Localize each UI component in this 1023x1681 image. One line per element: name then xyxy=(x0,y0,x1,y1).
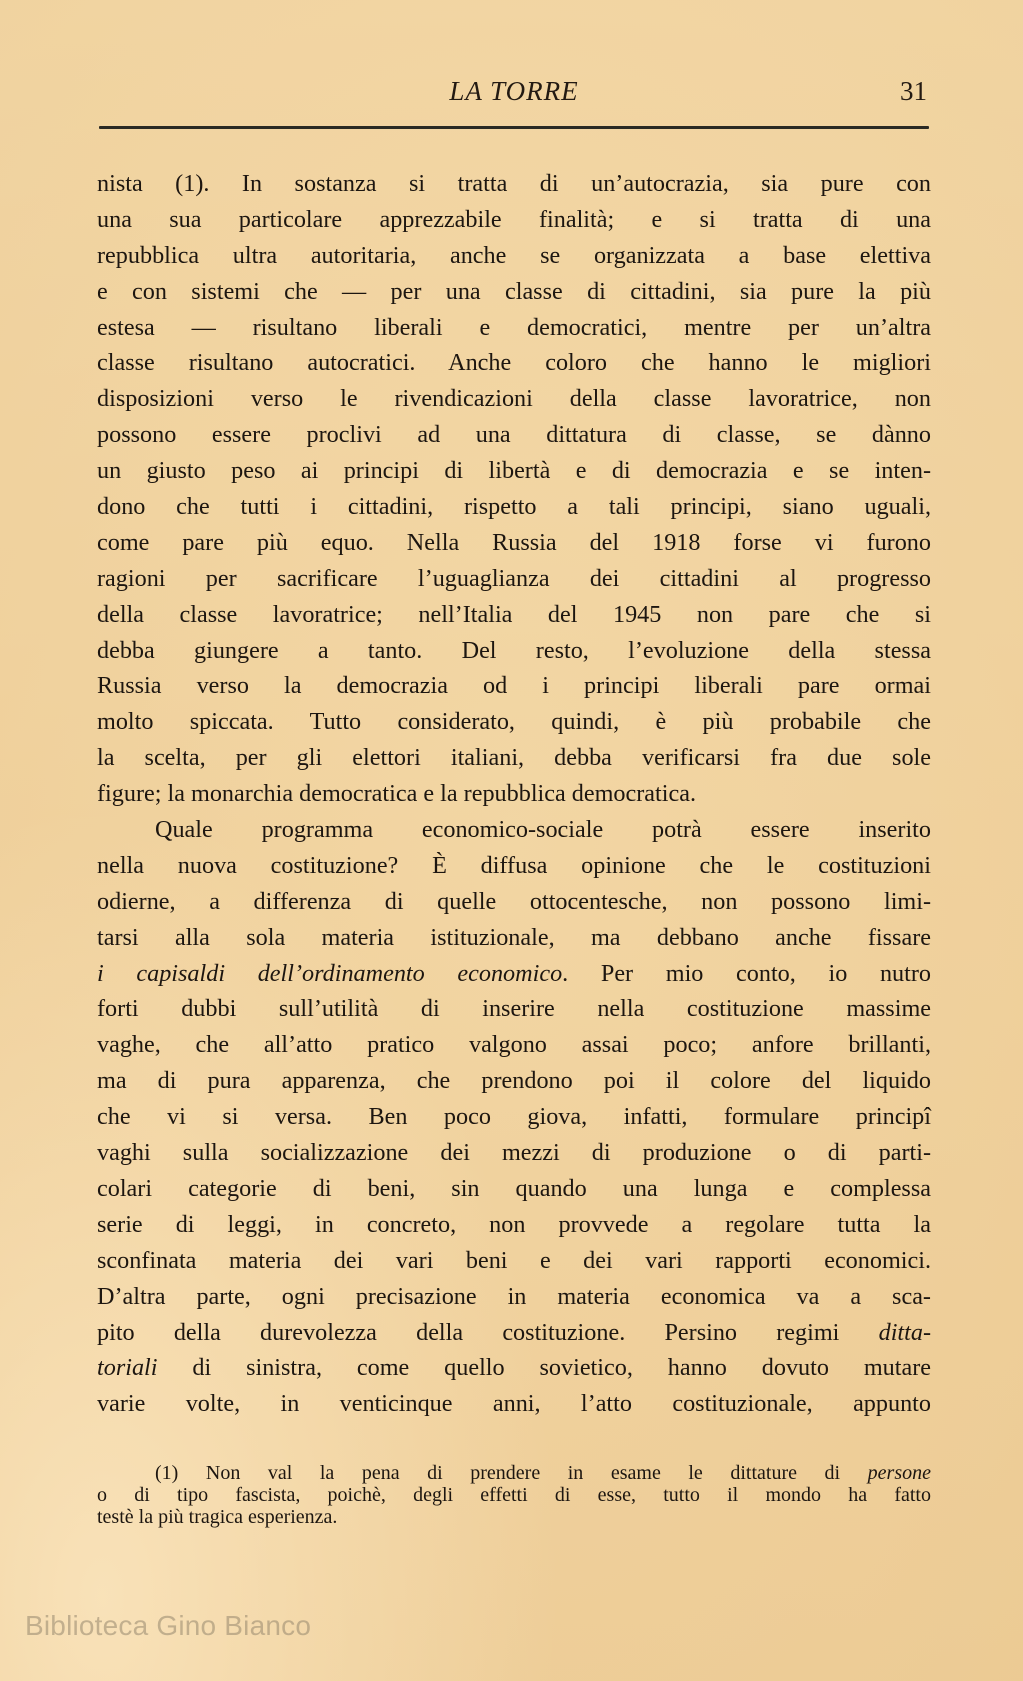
body-line xyxy=(97,1063,931,1099)
body-line xyxy=(97,345,931,381)
text-segment: odierne, a differenza di quelle ottocentesche, non possono limi- xyxy=(97,887,931,915)
body-line xyxy=(97,920,931,956)
body-line xyxy=(97,1135,931,1171)
footnote-line xyxy=(97,1506,931,1528)
footnote xyxy=(97,1462,931,1528)
text-segment: D’altra parte, ogni precisazione in materia economica va a sca- xyxy=(97,1282,931,1310)
body-line xyxy=(97,1350,931,1386)
body-line xyxy=(97,1315,931,1351)
body-line xyxy=(97,740,931,776)
text-segment: o di tipo fascista, poichè, degli effetti di esse, tutto il mondo ha fatto xyxy=(97,1484,931,1506)
header-rule xyxy=(99,126,929,129)
body-line xyxy=(97,453,931,489)
italic-text: persone xyxy=(867,1462,931,1484)
running-head xyxy=(97,76,931,112)
body-line xyxy=(97,1243,931,1279)
text-segment: possono essere proclivi ad una dittatura di classe, se dànno xyxy=(97,421,931,449)
text-segment: disposizioni verso le rivendicazioni della classe lavoratrice, non xyxy=(97,385,931,413)
body-line xyxy=(97,525,931,561)
footnote-line xyxy=(97,1462,931,1484)
text-segment: (1) Non val la pena di prendere in esame le dittature di xyxy=(155,1462,868,1484)
text-segment: varie volte, in venticinque anni, l’atto costituzionale, appunto xyxy=(97,1390,931,1418)
text-segment: come pare più equo. Nella Russia del 1918 forse vi furono xyxy=(97,528,931,556)
text-segment: ma di pura apparenza, che prendono poi il colore del liquido xyxy=(97,1067,931,1095)
text-segment: vaghi sulla socializzazione dei mezzi di produzione o di parti- xyxy=(97,1139,931,1167)
text-segment: molto spiccata. Tutto considerato, quindi, è più probabile che xyxy=(97,708,931,736)
body-line xyxy=(97,956,931,992)
running-title: LA TORRE xyxy=(449,76,579,106)
text-segment: che vi si versa. Ben poco giova, infatti, formulare principî xyxy=(97,1103,931,1131)
text-segment: ragioni per sacrificare l’uguaglianza dei cittadini al progresso xyxy=(97,564,931,592)
page-number: 31 xyxy=(900,76,927,106)
text-segment: vaghe, che all’atto pratico valgono assai poco; anfore brillanti, xyxy=(97,1031,931,1059)
body-text xyxy=(97,166,931,1422)
text-segment: dono che tutti i cittadini, rispetto a tali principi, siano uguali, xyxy=(97,493,931,521)
text-segment: una sua particolare apprezzabile finalità; e si tratta di una xyxy=(97,205,931,233)
text-segment: nella nuova costituzione? È diffusa opinione che le costituzioni xyxy=(97,851,931,879)
body-line xyxy=(97,238,931,274)
text-segment: di sinistra, come quello sovietico, hanno dovuto mutare xyxy=(157,1354,931,1382)
body-line xyxy=(97,668,931,704)
text-segment: serie di leggi, in concreto, non provvede a regolare tutta la xyxy=(97,1210,931,1238)
body-line xyxy=(97,597,931,633)
text-segment: la scelta, per gli elettori italiani, debba verificarsi fra due sole xyxy=(97,744,931,772)
footnote-line xyxy=(97,1484,931,1506)
text-segment: della classe lavoratrice; nell’Italia del 1945 non pare che si xyxy=(97,600,931,628)
library-watermark: Biblioteca Gino Bianco xyxy=(25,1610,312,1641)
body-line xyxy=(97,274,931,310)
text-segment: sconfinata materia dei vari beni e dei vari rapporti economici. xyxy=(97,1246,931,1274)
body-line xyxy=(97,561,931,597)
text-segment: un giusto peso ai principi di libertà e di democrazia e se inten- xyxy=(97,457,931,485)
book-page xyxy=(97,0,931,1681)
body-line xyxy=(97,381,931,417)
body-line xyxy=(97,166,931,202)
text-segment: Russia verso la democrazia od i principi liberali pare ormai xyxy=(97,672,931,700)
body-line xyxy=(97,1027,931,1063)
text-segment: nista (1). In sostanza si tratta di un’autocrazia, sia pure con xyxy=(97,170,931,197)
text-segment: colari categorie di beni, sin quando una lunga e complessa xyxy=(97,1174,931,1202)
text-segment: classe risultano autocratici. Anche coloro che hanno le migliori xyxy=(97,349,931,377)
body-line xyxy=(97,310,931,346)
body-line xyxy=(97,991,931,1027)
text-segment: forti dubbi sull’utilità di inserire nella costituzione massime xyxy=(97,995,931,1023)
body-line xyxy=(97,202,931,238)
italic-text: ditta- xyxy=(878,1318,931,1346)
body-line xyxy=(97,1207,931,1243)
text-segment: Quale programma economico-sociale potrà essere inserito xyxy=(155,816,931,844)
body-line xyxy=(97,884,931,920)
text-segment: figure; la monarchia democratica e la repubblica democratica. xyxy=(97,780,696,808)
body-line xyxy=(97,812,931,848)
text-segment: tarsi alla sola materia istituzionale, ma debbano anche fissare xyxy=(97,923,931,951)
text-segment: e con sistemi che — per una classe di cittadini, sia pure la più xyxy=(97,277,931,305)
body-line xyxy=(97,704,931,740)
body-line xyxy=(97,848,931,884)
body-line xyxy=(97,1171,931,1207)
text-segment: pito della durevolezza della costituzione. Persino regimi xyxy=(97,1318,879,1346)
text-segment: . Per mio conto, io nutro xyxy=(562,959,931,987)
italic-text: toriali xyxy=(97,1354,158,1382)
text-segment: estesa — risultano liberali e democratici, mentre per un’altra xyxy=(97,313,931,341)
italic-text: i capisaldi dell’ordinamento economico xyxy=(97,959,563,987)
body-line xyxy=(97,1279,931,1315)
text-segment: repubblica ultra autoritaria, anche se organizzata a base elettiva xyxy=(97,241,931,269)
text-segment: debba giungere a tanto. Del resto, l’evoluzione della stessa xyxy=(97,636,931,664)
body-line xyxy=(97,633,931,669)
body-line xyxy=(97,417,931,453)
body-line xyxy=(97,1099,931,1135)
text-segment: testè la più tragica esperienza. xyxy=(97,1506,338,1528)
body-line xyxy=(97,776,931,812)
body-line xyxy=(97,489,931,525)
body-line xyxy=(97,1386,931,1422)
